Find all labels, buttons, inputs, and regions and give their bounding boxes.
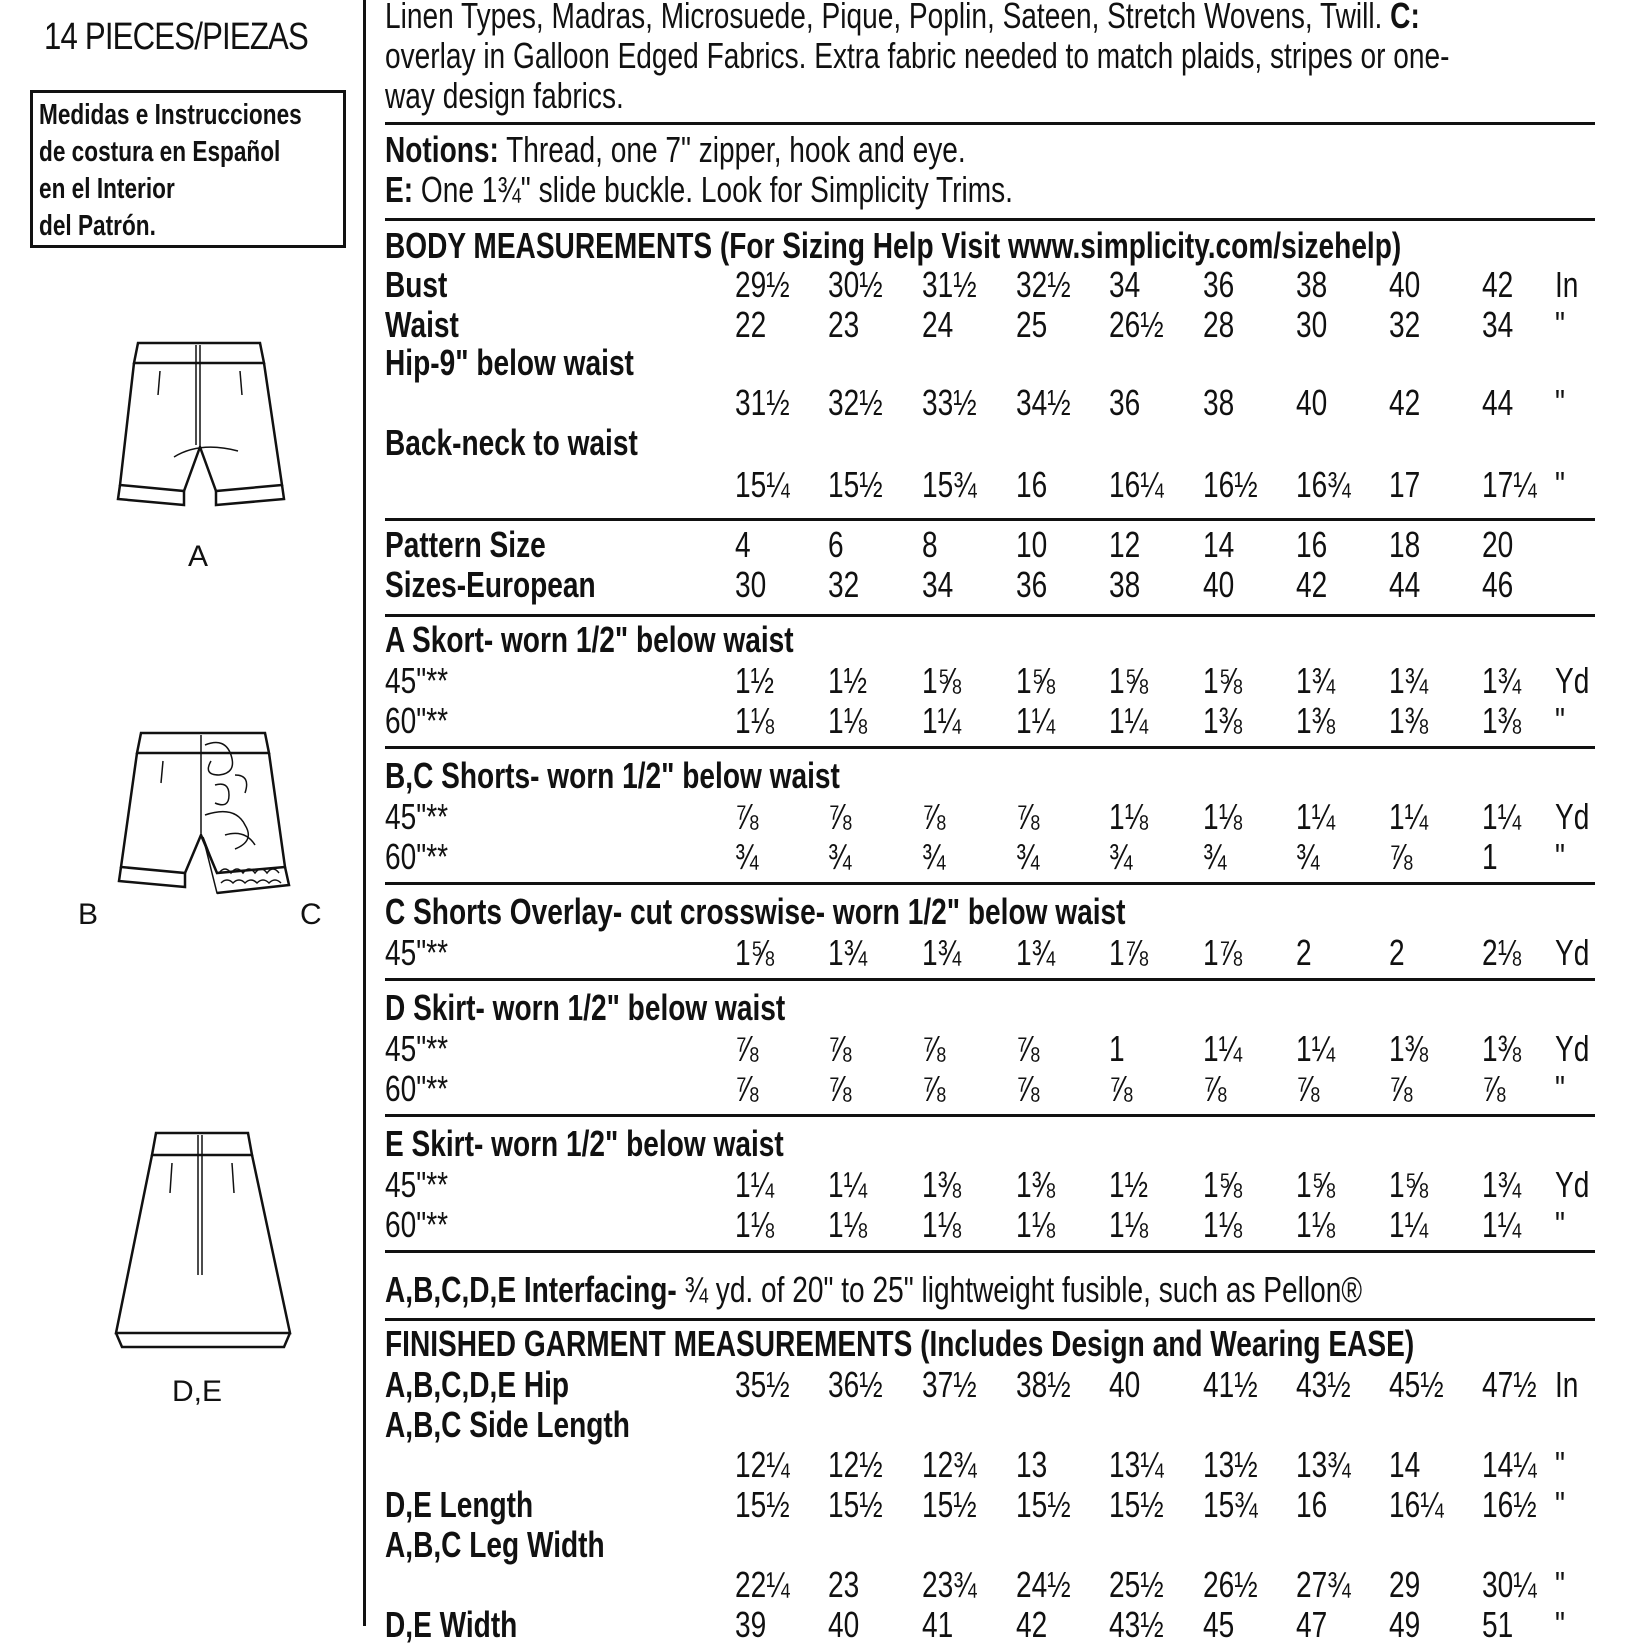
row-value: 15½ <box>828 1484 883 1525</box>
spanish-line: de costura en Español <box>39 136 281 168</box>
row-value: 36 <box>1109 382 1141 423</box>
row-value: 32½ <box>828 382 883 423</box>
row-value: 38 <box>1203 382 1235 423</box>
row-value: 2 <box>1296 932 1312 973</box>
row-label: 45"** <box>385 932 449 973</box>
row-value: 1 <box>1109 1028 1125 1069</box>
fabrics-line-1: Linen Types, Madras, Microsuede, Pique, Poplin, Sateen, Stretch Wovens, Twill. C: <box>385 0 1420 36</box>
row-value: 31½ <box>922 264 977 305</box>
row-value: 1⅝ <box>1203 1164 1243 1205</box>
row-value: 16 <box>1296 1484 1328 1525</box>
row-value: 1⅝ <box>1109 660 1149 701</box>
table-row <box>385 1364 1595 1404</box>
row-value: 40 <box>1109 1364 1141 1405</box>
row-value: 38 <box>1296 264 1328 305</box>
row-value: 30¼ <box>1482 1564 1537 1605</box>
table-row <box>385 524 1595 564</box>
pieces-count: 14 PIECES/PIEZAS <box>44 16 308 58</box>
row-label: 45"** <box>385 1028 449 1069</box>
yardage-section-heading: C Shorts Overlay- cut crosswise- worn 1/2" below waist <box>385 891 1126 932</box>
row-value: 14¼ <box>1482 1444 1537 1485</box>
yardage-section-heading: A Skort- worn 1/2" below waist <box>385 619 794 660</box>
row-value: 43½ <box>1109 1604 1164 1645</box>
row-value: 49 <box>1389 1604 1421 1645</box>
divider-rule <box>385 1114 1595 1117</box>
row-label: Sizes-European <box>385 564 596 605</box>
spanish-line: Medidas e Instrucciones <box>39 99 302 131</box>
row-label: A,B,C,D,E Hip <box>385 1364 570 1405</box>
row-value: 41 <box>922 1604 954 1645</box>
row-value: ⅞ <box>1389 836 1413 877</box>
view-label-c: C <box>300 898 322 931</box>
row-value: ⅞ <box>735 1028 759 1069</box>
row-value: 1⅜ <box>1482 700 1522 741</box>
row-value: 1¼ <box>1203 1028 1243 1069</box>
row-value: 36 <box>1016 564 1048 605</box>
row-value: 23¾ <box>922 1564 977 1605</box>
row-value: ⅞ <box>735 1068 759 1109</box>
row-value: 12¾ <box>922 1444 977 1485</box>
divider-rule <box>385 614 1595 617</box>
row-value: 15½ <box>735 1484 790 1525</box>
row-label: 60"** <box>385 836 449 877</box>
row-value: 1⅛ <box>922 1204 962 1245</box>
row-label: Waist <box>385 304 459 345</box>
row-value: 34 <box>922 564 954 605</box>
row-value: ⅞ <box>1016 1028 1040 1069</box>
row-value: 12¼ <box>735 1444 790 1485</box>
fabrics-line-3: way design fabrics. <box>385 75 624 116</box>
table-row <box>385 1604 1595 1644</box>
table-row <box>385 422 1595 505</box>
row-value: 14 <box>1203 524 1235 565</box>
row-value: 1⅜ <box>1296 700 1336 741</box>
row-value: 45½ <box>1389 1364 1444 1405</box>
row-value: 1⅝ <box>735 932 775 973</box>
row-value: ¾ <box>735 836 759 877</box>
row-value: 40 <box>1296 382 1328 423</box>
row-value: 34 <box>1109 264 1141 305</box>
row-value: 1⅛ <box>828 1204 868 1245</box>
row-label: D,E Length <box>385 1484 534 1525</box>
row-value: 33½ <box>922 382 977 423</box>
row-value: ⅞ <box>828 1068 852 1109</box>
divider-rule <box>385 746 1595 749</box>
row-value: 32½ <box>1016 264 1071 305</box>
row-value: ¾ <box>1203 836 1227 877</box>
row-value: 27¾ <box>1296 1564 1351 1605</box>
row-value: ⅞ <box>828 796 852 837</box>
interfacing-line: A,B,C,D,E Interfacing- ¾ yd. of 20" to 25" lightweight fusible, such as Pellon® <box>385 1269 1363 1310</box>
row-value: ⅞ <box>1203 1068 1227 1109</box>
row-value: 14 <box>1389 1444 1421 1485</box>
row-label: 60"** <box>385 700 449 741</box>
row-value: 1⅛ <box>828 700 868 741</box>
row-value: 1¼ <box>1296 796 1336 837</box>
view-label-a: A <box>188 540 209 573</box>
row-value: 25 <box>1016 304 1048 345</box>
row-value: 1¼ <box>1016 700 1056 741</box>
row-value: 6 <box>828 524 844 565</box>
row-value: 1⅛ <box>1016 1204 1056 1245</box>
row-unit: " <box>1555 1564 1565 1605</box>
row-value: 38 <box>1109 564 1141 605</box>
row-unit: " <box>1555 1604 1565 1645</box>
row-value: 16¼ <box>1109 464 1164 505</box>
row-unit: " <box>1555 836 1565 877</box>
yardage-section-heading: D Skirt- worn 1/2" below waist <box>385 987 786 1028</box>
row-unit: Yd <box>1555 796 1590 837</box>
row-value: ⅞ <box>1016 1068 1040 1109</box>
divider-rule <box>385 1250 1595 1253</box>
body-measurements-heading: BODY MEASUREMENTS (For Sizing Help Visit www.simplicity.com/sizehelp) <box>385 225 1402 266</box>
table-row <box>385 1164 1595 1204</box>
row-value: 38½ <box>1016 1364 1071 1405</box>
row-unit: Yd <box>1555 660 1590 701</box>
row-value: 32 <box>828 564 860 605</box>
table-row <box>385 932 1595 972</box>
row-value: 30½ <box>828 264 883 305</box>
row-value: 1⅞ <box>1109 932 1149 973</box>
row-value: 1⅛ <box>1109 796 1149 837</box>
row-value: 47½ <box>1482 1364 1537 1405</box>
row-value: 34 <box>1482 304 1514 345</box>
row-value: 1½ <box>735 660 775 701</box>
row-value: 1¼ <box>1389 1204 1429 1245</box>
table-row <box>385 1524 1595 1605</box>
row-value: 26½ <box>1109 304 1164 345</box>
row-label: 60"** <box>385 1068 449 1109</box>
row-value: 1½ <box>828 660 868 701</box>
row-unit: " <box>1555 464 1565 505</box>
row-value: 29½ <box>735 264 790 305</box>
table-row <box>385 700 1595 740</box>
row-value: 1¾ <box>1482 660 1522 701</box>
table-row <box>385 836 1595 876</box>
row-value: 32 <box>1389 304 1421 345</box>
row-value: 1¾ <box>1016 932 1056 973</box>
row-value: 1¼ <box>1389 796 1429 837</box>
row-value: 15½ <box>828 464 883 505</box>
row-value: 13¼ <box>1109 1444 1164 1485</box>
row-value: 16¾ <box>1296 464 1351 505</box>
divider-rule <box>385 1318 1595 1321</box>
row-unit: " <box>1555 304 1565 345</box>
row-value: 2 <box>1389 932 1405 973</box>
row-value: 1⅛ <box>1203 1204 1243 1245</box>
row-value: 4 <box>735 524 751 565</box>
fabrics-line-2: overlay in Galloon Edged Fabrics. Extra fabric needed to match plaids, stripes or one- <box>385 35 1450 76</box>
table-row <box>385 1068 1595 1108</box>
row-value: 23 <box>828 1564 860 1605</box>
row-unit: " <box>1555 1204 1565 1245</box>
table-row <box>385 1204 1595 1244</box>
row-value: 1⅜ <box>1203 700 1243 741</box>
view-de-skirt-illustration <box>80 1125 320 1355</box>
row-value: 1¾ <box>1389 660 1429 701</box>
row-value: ¾ <box>922 836 946 877</box>
row-value: 17¼ <box>1482 464 1537 505</box>
row-value: 15½ <box>922 1484 977 1525</box>
row-unit: " <box>1555 1444 1565 1485</box>
row-value: 16½ <box>1482 1484 1537 1525</box>
left-panel <box>0 0 360 1626</box>
row-value: 15½ <box>1109 1484 1164 1525</box>
row-value: 17 <box>1389 464 1421 505</box>
row-value: ⅞ <box>1482 1068 1506 1109</box>
row-value: ⅞ <box>1109 1068 1133 1109</box>
table-row <box>385 304 1595 344</box>
row-label: 45"** <box>385 1164 449 1205</box>
row-value: 1¾ <box>922 932 962 973</box>
row-value: 10 <box>1016 524 1048 565</box>
row-value: 1⅛ <box>735 1204 775 1245</box>
row-value: 1¼ <box>828 1164 868 1205</box>
right-panel <box>385 0 1595 1645</box>
row-value: 1¼ <box>922 700 962 741</box>
divider-rule <box>385 518 1595 521</box>
divider-rule <box>385 882 1595 885</box>
row-value: ¾ <box>1016 836 1040 877</box>
row-value: 24 <box>922 304 954 345</box>
row-value: ⅞ <box>1016 796 1040 837</box>
row-value: 30 <box>735 564 767 605</box>
row-value: 44 <box>1482 382 1514 423</box>
row-value: 23 <box>828 304 860 345</box>
row-value: 1¼ <box>1482 796 1522 837</box>
row-value: 41½ <box>1203 1364 1258 1405</box>
divider-rule <box>385 122 1595 125</box>
row-value: 47 <box>1296 1604 1328 1645</box>
row-value: 1⅝ <box>1296 1164 1336 1205</box>
row-value: 16½ <box>1203 464 1258 505</box>
row-value: 13½ <box>1203 1444 1258 1485</box>
table-row <box>385 1484 1595 1524</box>
table-row <box>385 264 1595 304</box>
row-value: 1⅜ <box>1482 1028 1522 1069</box>
row-value: 46 <box>1482 564 1514 605</box>
row-value: ¾ <box>1296 836 1320 877</box>
row-value: 1⅞ <box>1203 932 1243 973</box>
row-value: 16 <box>1296 524 1328 565</box>
finished-measurements-heading: FINISHED GARMENT MEASUREMENTS (Includes Design and Wearing EASE) <box>385 1323 1415 1364</box>
row-value: 15¼ <box>735 464 790 505</box>
view-label-b: B <box>78 898 99 931</box>
row-value: 40 <box>1389 264 1421 305</box>
row-label: 45"** <box>385 796 449 837</box>
row-value: 29 <box>1389 1564 1421 1605</box>
table-row <box>385 342 1595 423</box>
row-value: ⅞ <box>1389 1068 1413 1109</box>
row-value: 12 <box>1109 524 1141 565</box>
notions-line: Notions: Thread, one 7" zipper, hook and eye. <box>385 129 966 170</box>
row-value: 31½ <box>735 382 790 423</box>
row-value: ⅞ <box>735 796 759 837</box>
spanish-line: del Patrón. <box>39 210 156 242</box>
row-value: 25½ <box>1109 1564 1164 1605</box>
table-row <box>385 660 1595 700</box>
row-value: 1⅜ <box>922 1164 962 1205</box>
row-value: 13 <box>1016 1444 1048 1485</box>
row-unit: " <box>1555 1484 1565 1525</box>
row-value: 36½ <box>828 1364 883 1405</box>
row-unit: Yd <box>1555 1164 1590 1205</box>
row-value: 22¼ <box>735 1564 790 1605</box>
row-value: 1¾ <box>828 932 868 973</box>
divider-rule <box>385 218 1595 221</box>
row-value: 30 <box>1296 304 1328 345</box>
table-row <box>385 796 1595 836</box>
row-unit: " <box>1555 700 1565 741</box>
notions-e-line: E: One 1¾" slide buckle. Look for Simplicity Trims. <box>385 169 1013 210</box>
view-label-de: D,E <box>172 1375 223 1408</box>
row-value: 1¼ <box>1296 1028 1336 1069</box>
row-value: 1⅝ <box>1016 660 1056 701</box>
row-value: 42 <box>1389 382 1421 423</box>
row-value: 1⅜ <box>1389 700 1429 741</box>
row-unit: In <box>1555 1364 1579 1405</box>
row-value: 22 <box>735 304 767 345</box>
row-unit: Yd <box>1555 932 1590 973</box>
row-value: 18 <box>1389 524 1421 565</box>
row-value: 16 <box>1016 464 1048 505</box>
row-value: ⅞ <box>828 1028 852 1069</box>
row-value: ⅞ <box>922 796 946 837</box>
row-value: 42 <box>1296 564 1328 605</box>
row-label: A,B,C Leg Width <box>385 1524 605 1565</box>
spanish-line: en el Interior <box>39 173 175 205</box>
row-value: 42 <box>1482 264 1514 305</box>
row-value: 37½ <box>922 1364 977 1405</box>
row-value: ¾ <box>828 836 852 877</box>
row-value: 24½ <box>1016 1564 1071 1605</box>
row-value: 1⅝ <box>1203 660 1243 701</box>
row-value: 44 <box>1389 564 1421 605</box>
row-unit: " <box>1555 1068 1565 1109</box>
row-value: 1⅛ <box>1109 1204 1149 1245</box>
row-label: 45"** <box>385 660 449 701</box>
row-value: 1⅝ <box>922 660 962 701</box>
row-value: 35½ <box>735 1364 790 1405</box>
row-value: 1¼ <box>1482 1204 1522 1245</box>
row-value: ⅞ <box>922 1068 946 1109</box>
row-label: 60"** <box>385 1204 449 1245</box>
row-value: 1⅛ <box>735 700 775 741</box>
row-value: 13¾ <box>1296 1444 1351 1485</box>
row-value: 1¼ <box>1109 700 1149 741</box>
table-row <box>385 1028 1595 1068</box>
view-a-skort-illustration <box>100 335 300 515</box>
row-value: 16¼ <box>1389 1484 1444 1525</box>
row-value: 42 <box>1016 1604 1048 1645</box>
yardage-section-heading: B,C Shorts- worn 1/2" below waist <box>385 755 840 796</box>
row-label: Bust <box>385 264 448 305</box>
row-label: D,E Width <box>385 1604 518 1645</box>
row-value: ⅞ <box>922 1028 946 1069</box>
column-divider <box>363 0 366 1626</box>
row-value: 1¼ <box>735 1164 775 1205</box>
row-unit: " <box>1555 382 1565 423</box>
row-value: 43½ <box>1296 1364 1351 1405</box>
row-value: 1⅜ <box>1016 1164 1056 1205</box>
view-bc-shorts-illustration <box>105 725 305 905</box>
row-value: 8 <box>922 524 938 565</box>
row-label: Hip-9" below waist <box>385 342 634 383</box>
row-value: 1 <box>1482 836 1498 877</box>
row-value: 20 <box>1482 524 1514 565</box>
row-value: 39 <box>735 1604 767 1645</box>
row-value: 1⅛ <box>1296 1204 1336 1245</box>
row-value: 28 <box>1203 304 1235 345</box>
row-value: 45 <box>1203 1604 1235 1645</box>
row-value: 2⅛ <box>1482 932 1522 973</box>
row-label: Back-neck to waist <box>385 422 638 463</box>
row-unit: Yd <box>1555 1028 1590 1069</box>
spanish-instructions-box <box>30 90 346 248</box>
row-value: 1¾ <box>1296 660 1336 701</box>
row-label: Pattern Size <box>385 524 546 565</box>
row-value: 15¾ <box>1203 1484 1258 1525</box>
row-unit: In <box>1555 264 1579 305</box>
divider-rule <box>385 978 1595 981</box>
row-value: 15½ <box>1016 1484 1071 1525</box>
row-value: 1¾ <box>1482 1164 1522 1205</box>
table-row <box>385 1404 1595 1485</box>
row-value: 40 <box>1203 564 1235 605</box>
row-value: ⅞ <box>1296 1068 1320 1109</box>
row-value: ¾ <box>1109 836 1133 877</box>
row-value: 51 <box>1482 1604 1514 1645</box>
row-value: 40 <box>828 1604 860 1645</box>
row-value: 15¾ <box>922 464 977 505</box>
row-value: 1⅜ <box>1389 1028 1429 1069</box>
row-value: 12½ <box>828 1444 883 1485</box>
row-value: 36 <box>1203 264 1235 305</box>
row-value: 1½ <box>1109 1164 1149 1205</box>
row-label: A,B,C Side Length <box>385 1404 630 1445</box>
yardage-section-heading: E Skirt- worn 1/2" below waist <box>385 1123 784 1164</box>
row-value: 34½ <box>1016 382 1071 423</box>
row-value: 26½ <box>1203 1564 1258 1605</box>
table-row <box>385 564 1595 604</box>
row-value: 1⅝ <box>1389 1164 1429 1205</box>
row-value: 1⅛ <box>1203 796 1243 837</box>
